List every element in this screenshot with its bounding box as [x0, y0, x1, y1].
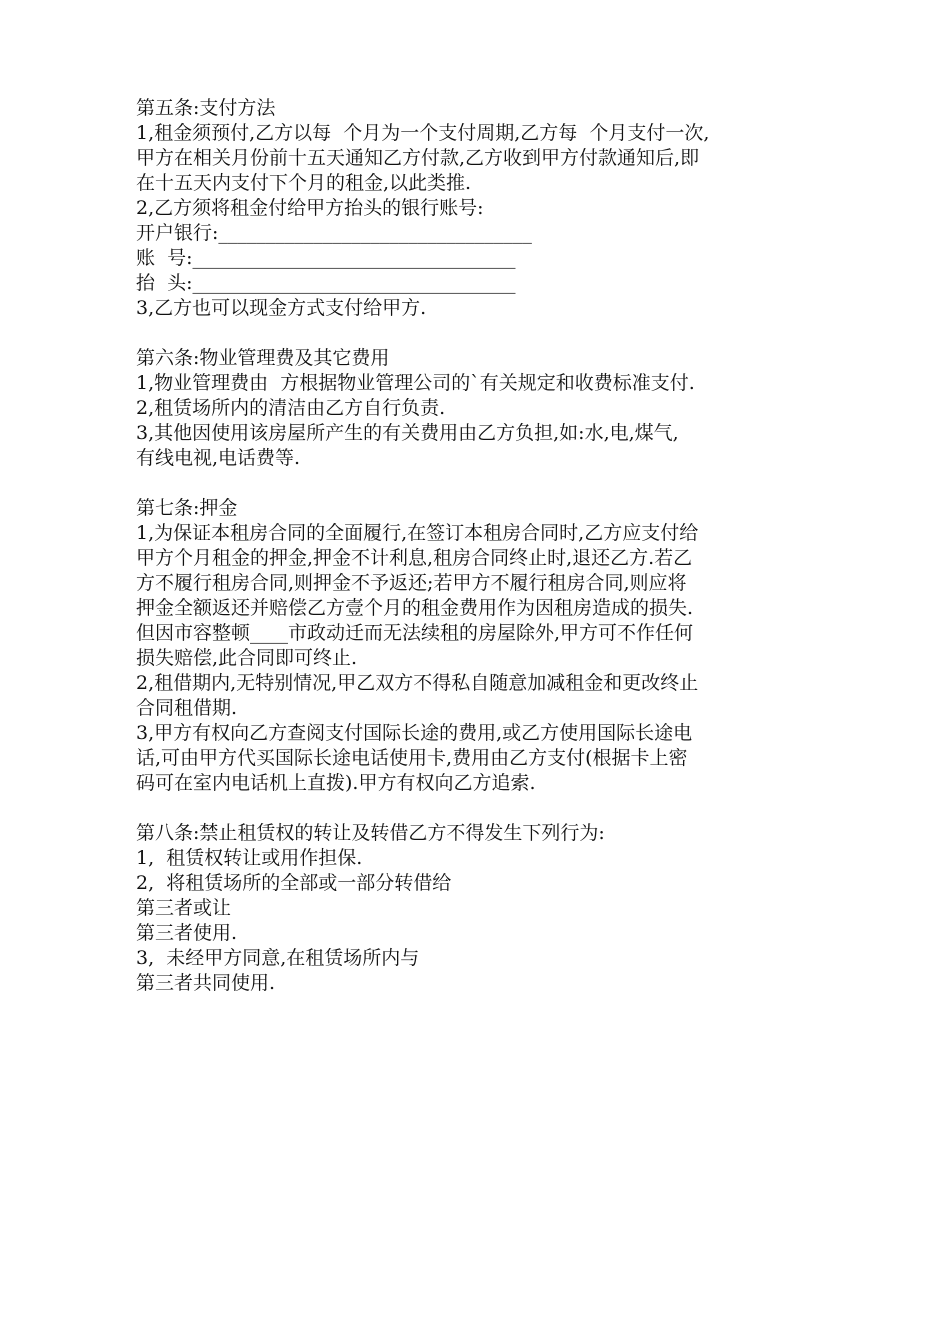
text-line: 码可在室内电话机上直拨).甲方有权向乙方追索.	[136, 772, 536, 794]
section-8-title: 第八条:禁止租赁权的转让及转借乙方不得发生下列行为:	[136, 822, 605, 844]
text-line: 1,租金须预付,乙方以每 个月为一个支付周期,乙方每 个月支付一次,	[136, 122, 710, 144]
paragraph-gap	[136, 796, 836, 821]
text-line: 3, 未经甲方同意,在租赁场所内与	[136, 947, 420, 969]
text-line: 1, 租赁权转让或用作担保.	[136, 847, 363, 869]
text-line: 2, 将租赁场所的全部或一部分转借给	[136, 872, 452, 894]
text-line: 3,乙方也可以现金方式支付给甲方.	[136, 297, 427, 319]
text-line: 3,甲方有权向乙方查阅支付国际长途的费用,或乙方使用国际长途电	[136, 722, 693, 744]
text-line: 甲方在相关月份前十五天通知乙方付款,乙方收到甲方付款通知后,即	[136, 147, 700, 169]
text-line: 1,为保证本租房合同的全面履行,在签订本租房合同时,乙方应支付给	[136, 522, 699, 544]
text-line: 方不履行租房合同,则押金不予返还;若甲方不履行租房合同,则应将	[136, 572, 687, 594]
text-line: 第三者或让	[136, 897, 232, 919]
text-line: 2,乙方须将租金付给甲方抬头的银行账号:	[136, 197, 484, 219]
section-5-title: 第五条:支付方法	[136, 97, 276, 119]
account-title-field: 抬 头:__________________________________	[136, 272, 516, 294]
text-line: 3,其他因使用该房屋所产生的有关费用由乙方负担,如:水,电,煤气,	[136, 422, 679, 444]
text-line: 第三者使用.	[136, 922, 238, 944]
text-line: 损失赔偿,此合同即可终止.	[136, 647, 358, 669]
text-line: 押金全额返还并赔偿乙方壹个月的租金费用作为因租房造成的损失.	[136, 597, 694, 619]
text-line: 在十五天内支付下个月的租金,以此类推.	[136, 172, 472, 194]
section-7-title: 第七条:押金	[136, 497, 238, 519]
text-line: 甲方个月租金的押金,押金不计利息,租房合同终止时,退还乙方.若乙	[136, 547, 693, 569]
text-line: 有线电视,电话费等.	[136, 447, 301, 469]
text-line: 2,租借期内,无特别情况,甲乙双方不得私自随意加减租金和更改终止	[136, 672, 699, 694]
paragraph-gap	[136, 321, 836, 346]
text-line: 话,可由甲方代买国际长途电话使用卡,费用由乙方支付(根据卡上密	[136, 747, 688, 769]
bank-name-field: 开户银行:_________________________________	[136, 222, 532, 244]
text-line: 第三者共同使用.	[136, 972, 276, 994]
text-line: 但因市容整顿____市政动迁而无法续租的房屋除外,甲方可不作任何	[136, 622, 694, 644]
text-line: 合同租借期.	[136, 697, 238, 719]
text-line: 2,租赁场所内的清洁由乙方自行负责.	[136, 397, 446, 419]
paragraph-gap	[136, 471, 836, 496]
section-6-title: 第六条:物业管理费及其它费用	[136, 347, 390, 369]
text-line: 1,物业管理费由 方根据物业管理公司的`有关规定和收费标准支付.	[136, 372, 695, 394]
account-number-field: 账 号:__________________________________	[136, 247, 516, 269]
document-page	[136, 96, 836, 996]
